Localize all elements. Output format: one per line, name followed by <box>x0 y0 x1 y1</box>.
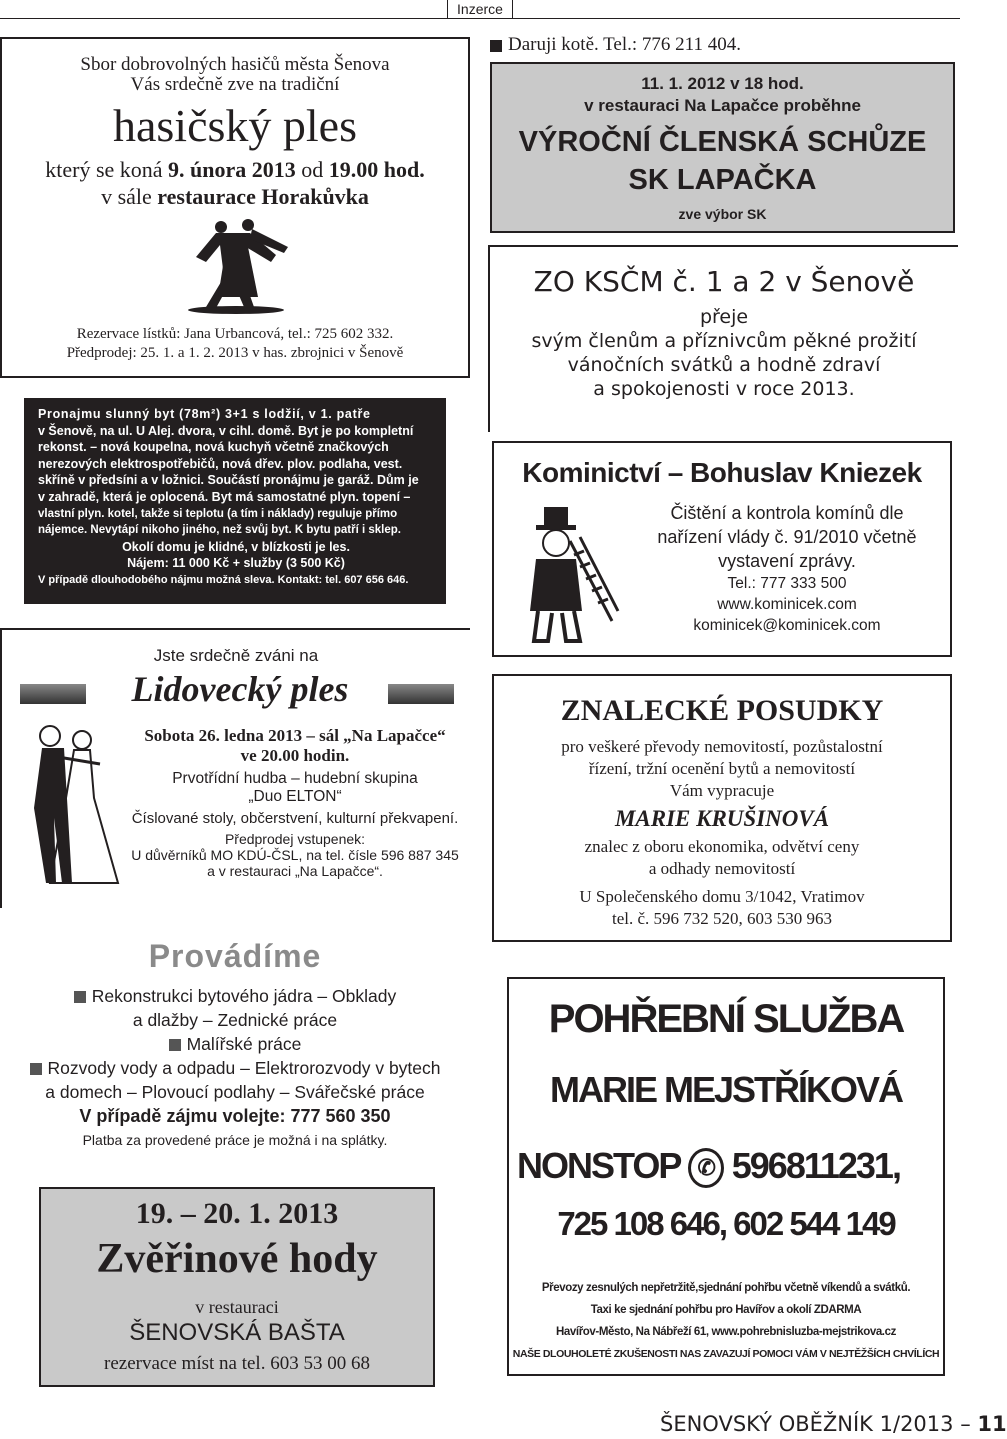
ad-contact: V případě zájmu volejte: 777 560 350 <box>79 1106 391 1126</box>
ad-phone: tel. č. 596 732 520, 603 530 963 <box>611 909 833 928</box>
ad-email: kominicek@kominicek.com <box>693 617 881 634</box>
ad-presale-label: Předprodej vstupenek: <box>224 831 366 847</box>
ad-title: SK LAPAČKA <box>628 164 817 196</box>
ad-service: a dlažby – Zednické práce <box>132 1010 338 1030</box>
ad-service: a domech – Plovoucí podlahy – Svářečské práce <box>45 1082 425 1102</box>
ad-title: Lidovecký ples <box>131 669 349 709</box>
ad-znalecke-posudky <box>492 674 952 942</box>
ad-title: POHŘEBNÍ SLUŽBA <box>548 997 904 1041</box>
decor-bar <box>388 684 454 704</box>
ad-text: a spokojenosti v roce 2013. <box>593 378 855 400</box>
ad-time: ve 20.00 hodin. <box>240 746 350 765</box>
ad-pohrebni-sluzba <box>507 977 945 1376</box>
ad-band: „Duo ELTON“ <box>248 788 342 805</box>
dancers-illustration <box>176 217 296 317</box>
ad-venue: ŠENOVSKÁ BAŠTA <box>129 1319 345 1346</box>
ad-date: Sobota 26. ledna 2013 – sál „Na Lapačce“ <box>144 726 446 745</box>
ad-presale: U důvěrníků MO KDÚ-ČSL, na tel. čísle 596 887 345 <box>131 847 459 863</box>
ad-text: přeje <box>699 306 749 328</box>
ad-payment: Platba za provedené práce je možná i na splátky. <box>82 1132 388 1148</box>
ad-kscm <box>488 245 958 432</box>
ad-text: vánočních svátků a hodně zdraví <box>567 354 881 376</box>
ad-name: MARIE MEJSTŘÍKOVÁ <box>549 1069 903 1110</box>
ad-presale: Předprodej: 25. 1. a 1. 2. 2013 v has. zbrojnici v Šenově <box>66 345 404 361</box>
ad-phones: 725 108 646, 602 544 149 <box>557 1205 895 1242</box>
couple-illustration <box>20 718 120 888</box>
ad-phone: Tel.: 777 333 500 <box>727 575 847 592</box>
page-number: 11 <box>977 1412 1007 1436</box>
ad-dates: 19. – 20. 1. 2013 <box>135 1197 339 1230</box>
ad-presale: a v restauraci „Na Lapačce“. <box>207 863 383 879</box>
ad-reservation: Rezervace lístků: Jana Urbancová, tel.: 725 602 332. <box>76 326 394 342</box>
ad-kotata: Daruji kotě. Tel.: 776 211 404. <box>490 34 960 56</box>
ad-apartment-text: Pronajmu slunný byt (78m²) 3+1 s lodžií, v 1. patře v Šenově, na ul. U Alej. dvora, v cihl. domě. Byt je po kompletní rekonst. – nová koupelna, nová kuchyň včetně značkových nerezových elektrospotřebičů, nová dřev. plov. podlaha, vest. skříně v předsíni a v ložnici. Součástí pronájmu je garáž. Dům je v zahradě, která je oplocená. Byt má samostatné plyn. topení – vlastní plyn. kotel, takže si teplotu (a tím i náklady) reguluje přímo nájemce. Nevytápí nikoho jiného, než svůj byt. K bytu patří i sklep. Okolí domu je klidné, v blízkosti je les. Nájem: 11 000 Kč + služby (3 500 Kč) V případě dlouhodobého nájmu možná sleva. Kontakt: tel. 607 656 646. <box>38 407 419 586</box>
ad-text: NAŠE DLOUHOLETÉ ZKUŠENOSTI NAS ZAVAZUJÍ POMOCI VÁM V NEJTĚŽŠÍCH CHVÍLÍCH <box>512 1348 940 1360</box>
ad-text: pro veškeré převody nemovitostí, pozůstalostní <box>561 737 883 756</box>
ad-reservation: rezervace míst na tel. 603 53 00 68 <box>104 1353 370 1374</box>
ad-extras: Číslované stoly, občerstvení, kulturní překvapení. <box>131 810 459 827</box>
ad-address: Havířov-Město, Na Nábřeží 61, www.pohrebnisluzba-mejstrikova.cz <box>556 1326 896 1338</box>
ad-text: svým členům a příznivcům pěkné prožití <box>531 330 917 352</box>
decor-bar <box>20 684 86 704</box>
ad-service: Malířské práce <box>0 1032 470 1056</box>
ad-in: v restauraci <box>195 1297 279 1317</box>
ad-title: VÝROČNÍ ČLENSKÁ SCHŮZE <box>518 126 927 158</box>
page-footer: ŠENOVSKÝ OBĚŽNÍK 1/2013 – 11 <box>660 1412 1007 1436</box>
footer-title: ŠENOVSKÝ OBĚŽNÍK 1/2013 <box>660 1412 954 1436</box>
ad-title: Zvěřinové hody <box>96 1236 378 1282</box>
ad-web: www.kominicek.com <box>717 596 857 613</box>
ad-vyrocni-schuze <box>490 62 955 233</box>
ad-title: ZNALECKÉ POSUDKY <box>560 694 884 727</box>
ad-venue: v sále restaurace Horakůvka <box>101 184 369 209</box>
ad-date: 11. 1. 2012 v 18 hod. <box>641 74 804 93</box>
chimney-sweep-illustration <box>508 501 618 651</box>
ad-title: Provádíme <box>148 938 322 974</box>
ad-kominictvi <box>492 441 952 657</box>
ad-text: znalec z oboru ekonomika, odvětví ceny <box>584 837 860 856</box>
ad-title: ZO KSČM č. 1 a 2 v Šenově <box>533 265 915 298</box>
ad-service: Rekonstrukci bytového jádra – Obklady <box>0 984 470 1008</box>
ad-title: Kominictví – Bohuslav Kniezek <box>522 457 922 488</box>
phone-icon: ✆ <box>688 1148 724 1188</box>
ad-date: který se koná 9. února 2013 od 19.00 hod. <box>45 157 425 182</box>
ad-service: Rozvody vody a odpadu – Elektrorozvody v bytech <box>0 1056 470 1080</box>
ad-intro: Sbor dobrovolných hasičů města Šenova <box>80 54 390 75</box>
ad-nonstop: NONSTOP ✆ 596811231, <box>517 1145 947 1188</box>
section-label: Inzerce <box>447 0 513 19</box>
ad-intro: Jste srdečně zváni na <box>153 646 319 665</box>
ad-intro: Vás srdečně zve na tradiční <box>130 74 340 95</box>
ad-where: v restauraci Na Lapačce proběhne <box>584 96 861 115</box>
ad-text: Převozy zesnulých nepřetržitě,sjednání pohřbu včetně víkendů a svátků. <box>541 1282 911 1294</box>
ad-text: vystavení zprávy. <box>718 551 856 571</box>
ad-text: Čištění a kontrola komínů dle <box>670 503 904 523</box>
ad-text: nařízení vlády č. 91/2010 včetně <box>657 527 917 547</box>
ad-address: U Společenského domu 3/1042, Vratimov <box>579 887 865 906</box>
ad-title: hasičský ples <box>112 100 357 151</box>
ad-zverinove-hody <box>39 1187 435 1387</box>
ad-provadime <box>0 930 470 1155</box>
ad-music: Prvotřídní hudba – hudební skupina <box>172 770 418 787</box>
ad-text: Vám vypracuje <box>669 781 775 800</box>
ad-apartment-rent <box>24 398 446 604</box>
ad-lidovecky-ples <box>0 628 470 908</box>
ad-text: Taxi ke sjednání pohřbu pro Havířov a okolí ZDARMA <box>590 1304 862 1316</box>
ad-text: a odhady nemovitostí <box>648 859 796 878</box>
ad-hasicsky-ples <box>0 37 470 378</box>
ad-sign: zve výbor SK <box>678 206 767 222</box>
ad-name: MARIE KRUŠINOVÁ <box>614 806 830 831</box>
ad-text: řízení, tržní ocenění bytů a nemovitostí <box>588 759 856 778</box>
